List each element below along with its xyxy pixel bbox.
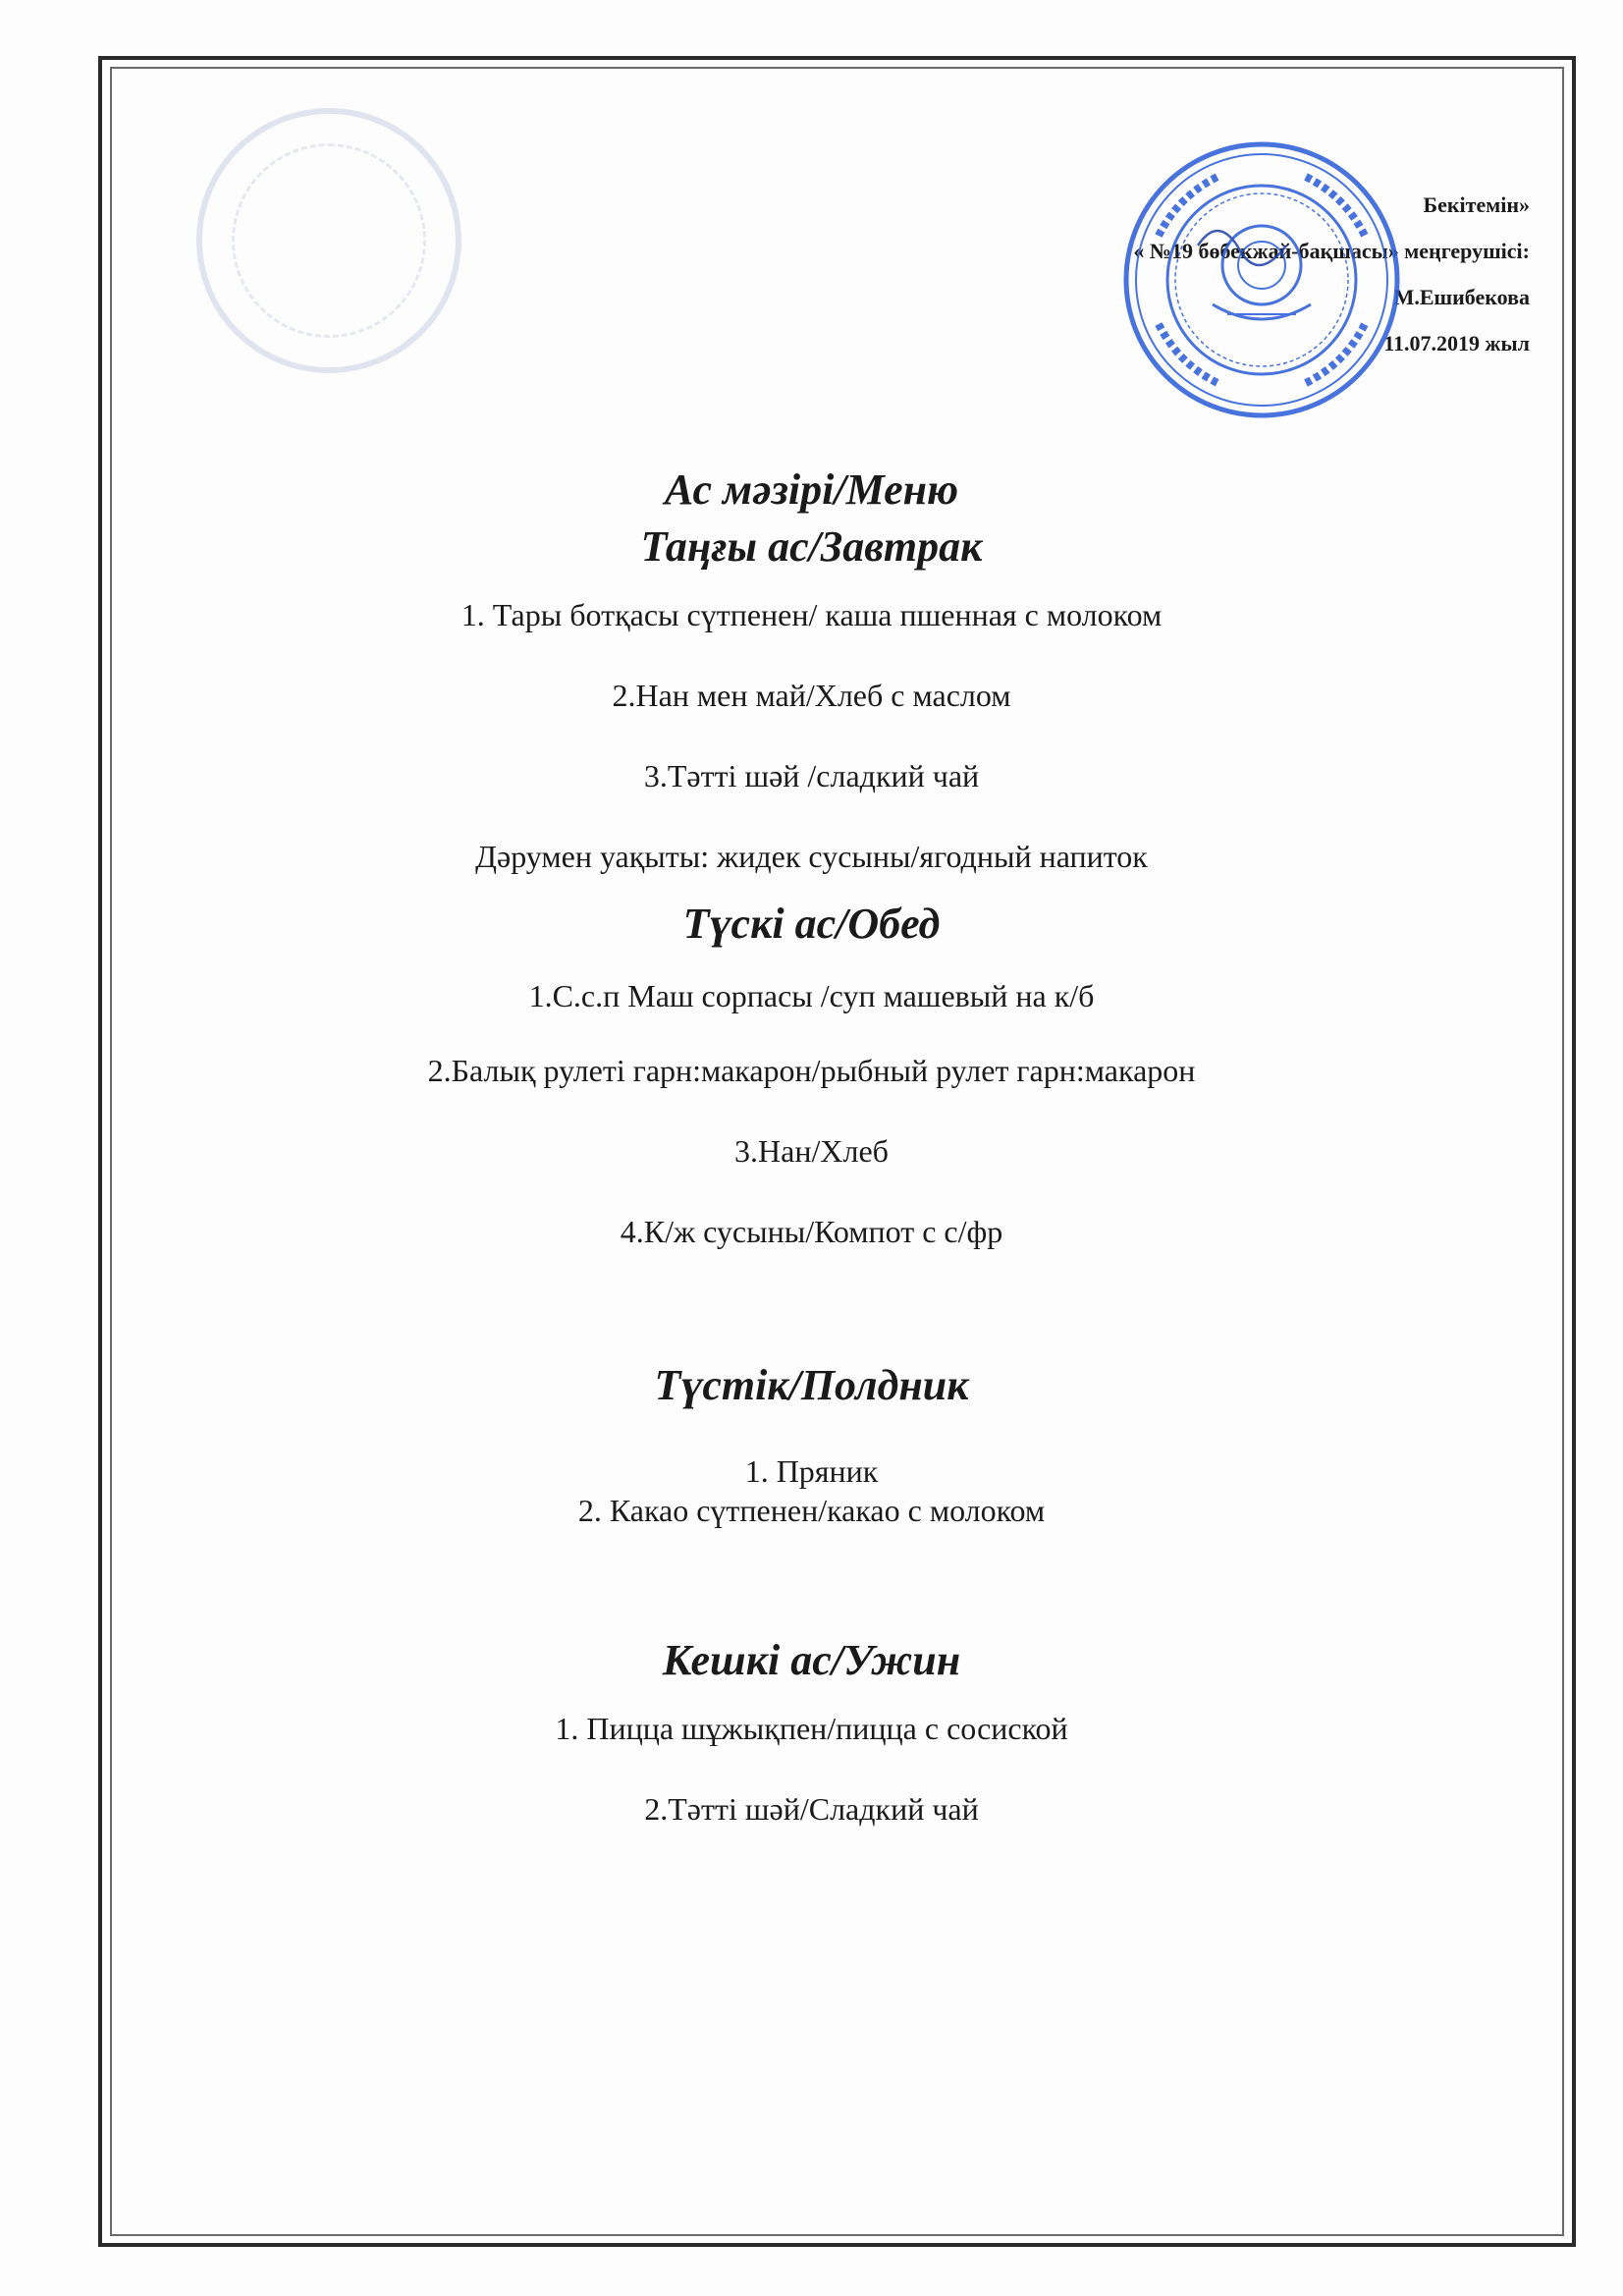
dinner-item-1: 1. Пицца шұжықпен/пицца с сосиской [555, 1711, 1068, 1746]
lunch-heading: Түскі ас/Обед [682, 900, 941, 948]
snack-item-1: 1. Пряник [744, 1453, 879, 1489]
breakfast-item-1: 1. Тары ботқасы сүтпенен/ каша пшенная с молоком [460, 597, 1163, 632]
breakfast-item-3: 3.Тәтті шәй /сладкий чай [643, 758, 980, 793]
approval-line-2: « №19 бөбекжай-бақшасы» меңгерушісі: [1133, 239, 1530, 263]
approval-line-1: Бекітемін» [1423, 192, 1530, 217]
lunch-item-4: 4.К/ж сусыны/Компот с с/фр [620, 1214, 1003, 1249]
lunch-item-3: 3.Нан/Хлеб [734, 1133, 889, 1169]
snack-heading: Түстік/Полдник [654, 1361, 969, 1409]
lunch-item-1: 1.С.с.п Маш сорпасы /суп машевый на к/б [528, 978, 1095, 1013]
breakfast-heading: Таңғы ас/Завтрак [640, 522, 983, 571]
official-stamp [1119, 137, 1404, 422]
menu-content [0, 462, 1623, 1829]
lunch-item-2: 2.Балық рулеті гарн:макарон/рыбный рулет гарн:макарон [427, 1053, 1196, 1088]
approval-line-4: 11.07.2019 жыл [1383, 331, 1530, 355]
dinner-item-2: 2.Тәтті шәй/Сладкий чай [644, 1791, 979, 1827]
approval-line-3: М.Ешибекова [1393, 285, 1530, 309]
bleed-through-seal [196, 108, 461, 373]
breakfast-item-4: Дәрумен уақыты: жидек сусыны/ягодный напиток [475, 839, 1148, 874]
breakfast-item-2: 2.Нан мен май/Хлеб с маслом [612, 678, 1011, 713]
dinner-heading: Кешкі ас/Ужин [662, 1636, 961, 1684]
snack-item-2: 2. Какао сүтпенен/какао с молоком [577, 1493, 1046, 1528]
menu-title: Ас мәзірі/Меню [664, 465, 959, 514]
